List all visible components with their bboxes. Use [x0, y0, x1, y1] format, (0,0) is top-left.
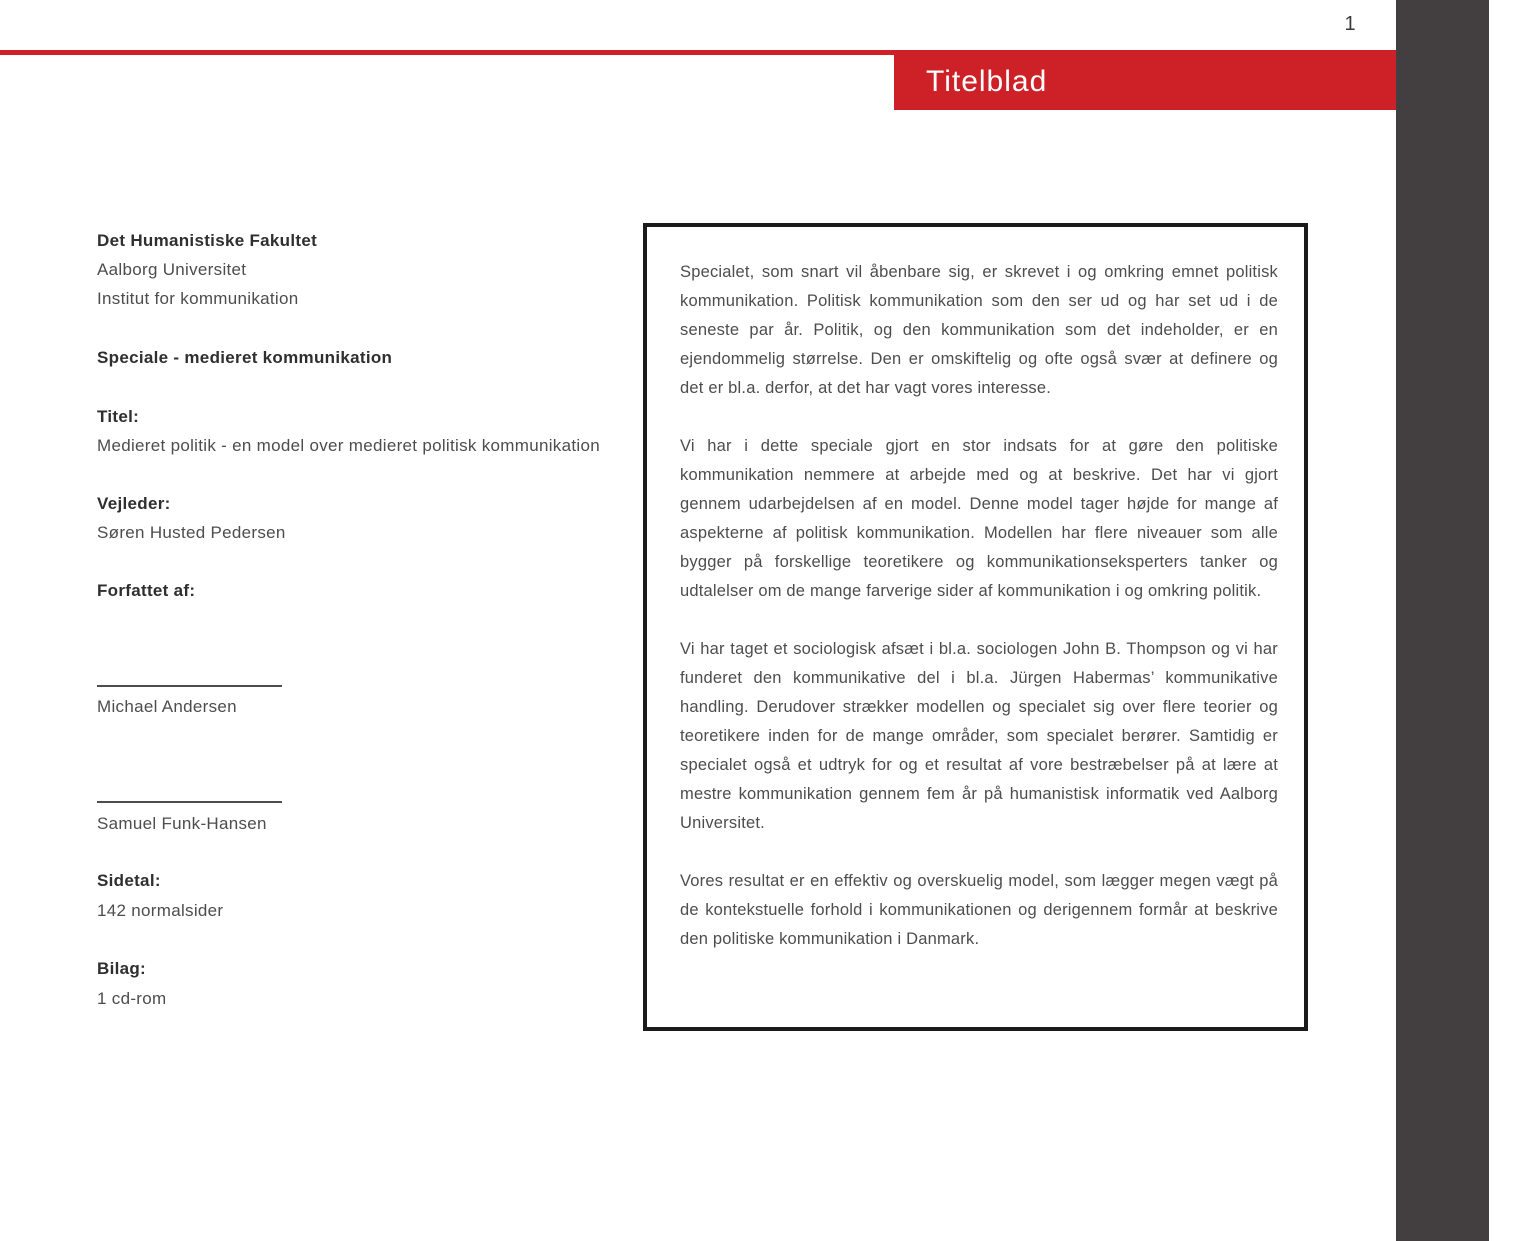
university-name: Aalborg Universitet	[97, 260, 247, 279]
titel-label: Titel:	[97, 407, 140, 426]
faculty-name: Det Humanistiske Fakultet	[97, 231, 318, 250]
author-1: Michael Andersen	[97, 697, 237, 716]
side-strip	[1396, 0, 1489, 1241]
titel-value: Medieret politik - en model over medieret politisk kommunikation	[97, 436, 600, 455]
signature-line-2	[97, 801, 282, 803]
abstract-box	[643, 223, 1308, 1031]
abstract-paragraph: Vi har taget et sociologisk afsæt i bl.a. sociologen John B. Thompson og vi har funderet den kommunikative del i bl.a. Jürgen Habermas’ kommunikative handling. Derudover strækker modellen og specialet sig over flere teorier og teoretikere inden for de mange områder, som specialet berører. Samtidig er specialet også et udtryk for og et resultat af vore bestræbelser på at lære at mestre kommunikation gennem fem år på humanistisk informatik ved Aalborg Universitet.	[680, 640, 1278, 832]
bilag-value: 1 cd-rom	[97, 989, 167, 1008]
sidetal-value: 142 normalsider	[97, 901, 224, 920]
speciale-heading: Speciale - medieret kommunikation	[97, 348, 393, 367]
vejleder-label: Vejleder:	[97, 494, 171, 513]
abstract-paragraph: Vi har i dette speciale gjort en stor indsats for at gøre den politiske kommunikation nemmere at arbejde med og at beskrive. Det har vi gjort gennem udarbejdelsen af en model. Denne model tager højde for mange af aspekterne af politisk kommunikation. Modellen har flere niveauer som alle bygger på forskellige teoretikere og kommunikationseksperters tanker og udtalelser om de mange farverige sider af kommunikation i og omkring politik.	[680, 437, 1278, 600]
forfattet-label: Forfattet af:	[97, 581, 196, 600]
signature-line-1	[97, 685, 282, 687]
abstract-paragraph: Vores resultat er en effektiv og overskuelig model, som lægger megen vægt på de kontekstuelle forhold i kommunikationen og derigennem formår at beskrive den politiske kommunikation i Danmark.	[680, 872, 1278, 948]
vejleder-value: Søren Husted Pedersen	[97, 523, 286, 542]
sidetal-label: Sidetal:	[97, 871, 161, 890]
bilag-label: Bilag:	[97, 959, 147, 978]
banner-title: Titelblad	[926, 64, 1048, 98]
abstract-paragraph: Specialet, som snart vil åbenbare sig, er skrevet i og omkring emnet politisk kommunikation. Politisk kommunikation som den ser ud og har set ud i de seneste par år. Politik, og den kommunikation som det indeholder, er en ejendommelig størrelse. Den er omskiftelig og ofte også svær at definere og det er bl.a. derfor, at det har vagt vores interesse.	[680, 263, 1278, 397]
institute-name: Institut for kommunikation	[97, 289, 299, 308]
page-number: 1	[1344, 13, 1356, 35]
title-banner	[894, 53, 1403, 110]
author-2: Samuel Funk-Hansen	[97, 814, 267, 833]
